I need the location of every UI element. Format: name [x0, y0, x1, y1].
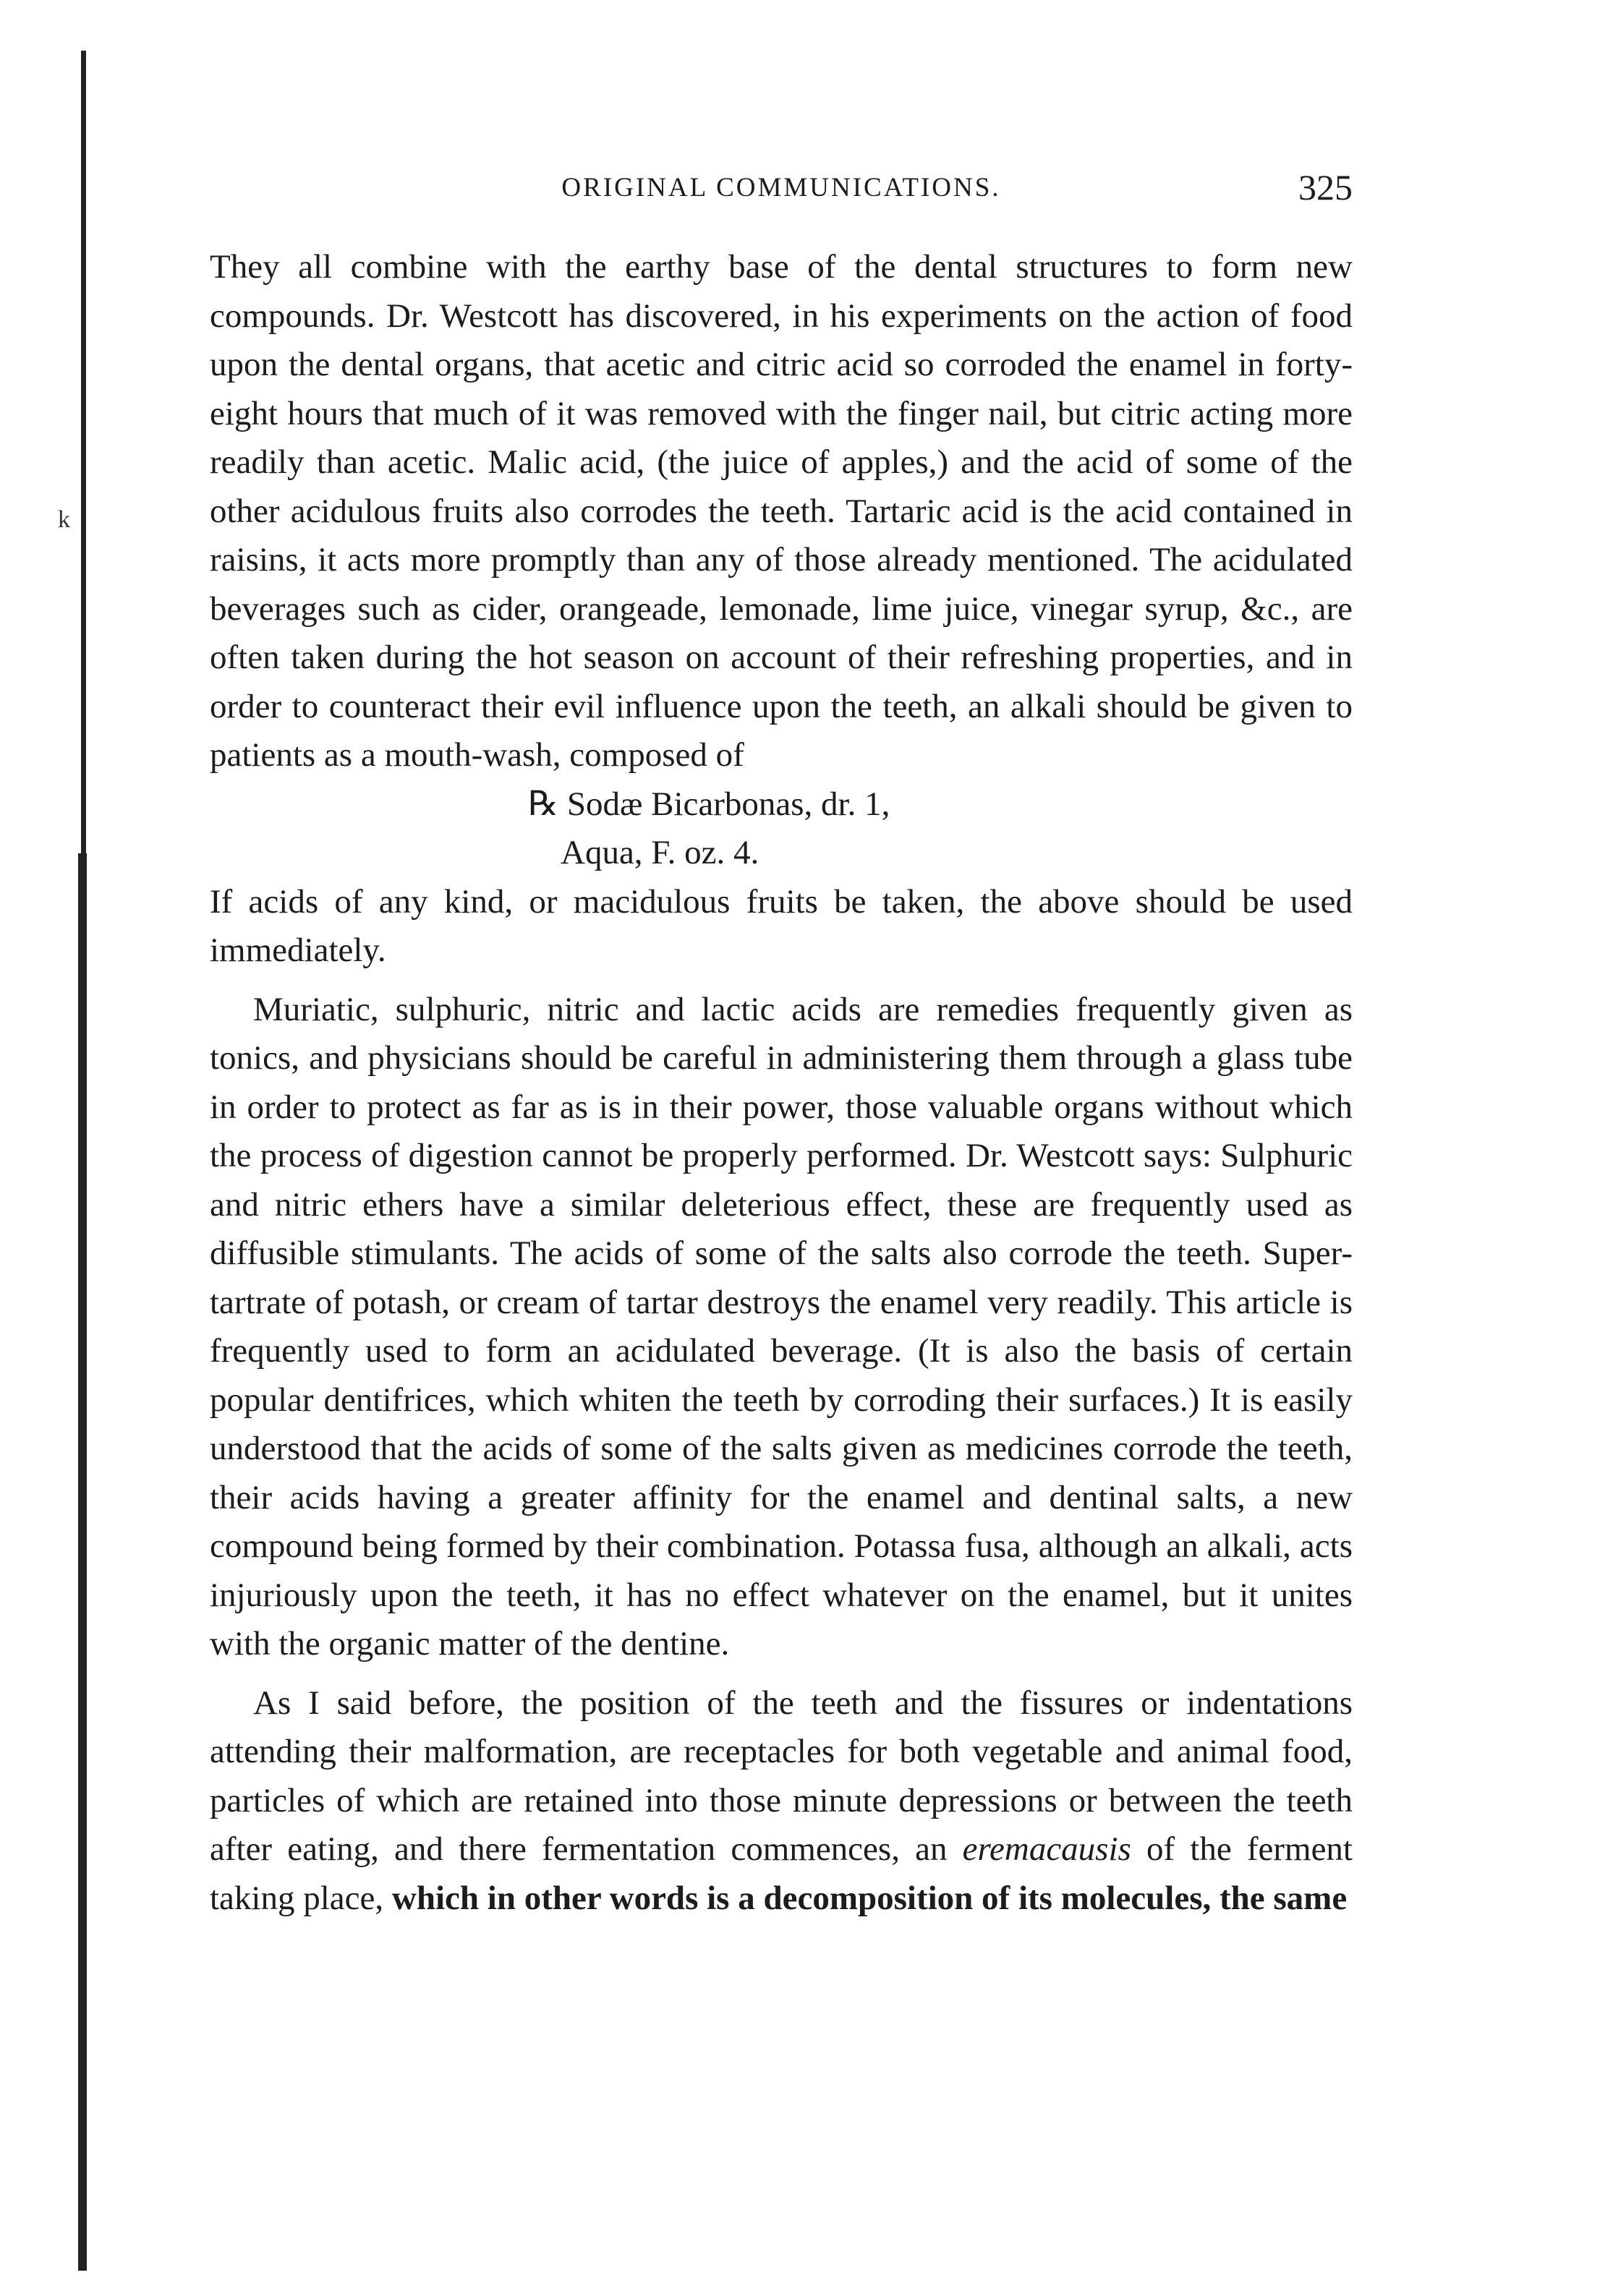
paragraph-3: Muriatic, sulphuric, nitric and lactic acids are remedies frequently given as tonics, and physicians should be careful in administering them through a glass tube in order to protect as far as is in their power, those valuable organs without which the process of digestion cannot be properly performed. Dr. Westcott says: Sulphuric and nitric ethers have a similar deleterious effect, these are frequently used as diffusible stimulants. The acids of some of the salts also corrode the teeth. Super-tartrate of potash, or cream of tartar destroys the enamel very readily. This article is frequently used to form an acidulated beverage. (It is also the basis of certain popular dentifrices, which whiten the teeth by corroding their surfaces.) It is easily understood that the acids of some of the salts given as medicines corrode the teeth, their acids having a greater affinity for the enamel and dentinal salts, a new compound being formed by their combination. Potassa fusa, although an alkali, acts injuriously upon the teeth, it has no effect whatever on the enamel, but it unites with the organic matter of the dentine.	[210, 990, 1353, 1663]
paragraph-2: If acids of any kind, or macidulous fruits be taken, the above should be used immediately.	[210, 882, 1353, 969]
paragraph-1: They all combine with the earthy base of the dental structures to form new compounds. Dr. Westcott has discovered, in his experiments on the action of food upon the dental organs, that acetic and citric acid so corroded the enamel in forty-eight hours that much of it was removed with the finger nail, but citric acting more readily than acetic. Malic acid, (the juice of apples,) and the acid of some of the other acidulous fruits also corrodes the teeth. Tartaric acid is the acid contained in raisins, it acts more promptly than any of those already mentioned. The acidulated beverages such as cider, orangeade, lemonade, lime juice, vinegar syrup, &c., are often taken during the hot season on account of their refreshing properties, and in order to counteract their evil influence upon the teeth, an alkali should be given to patients as a mouth-wash, composed of	[210, 248, 1353, 774]
page-header	[210, 166, 1353, 210]
paragraph-4-last-line: which in other words is a decomposition of its molecules, the same	[391, 1879, 1348, 1917]
formula-line-1: ℞ Sodæ Bicarbonas, dr. 1,	[528, 785, 890, 823]
paragraph-4-italic: eremacausis	[962, 1830, 1131, 1868]
paragraph-4-text: As I said before, the position of the teeth and the fissures or indentations attending their malformation, are receptacles for both vegetable and animal food, particles of which are retained into those minute depressions or between the teeth after eating, and there fermentation commences, an	[210, 1683, 1353, 1868]
paragraph-4	[210, 1679, 1353, 1924]
body-text	[210, 243, 1353, 1923]
binding-edge-line-thick	[78, 853, 87, 2271]
running-head: ORIGINAL COMMUNICATIONS.	[561, 173, 1001, 202]
page-number: 325	[1298, 167, 1353, 208]
paragraph-4-mid: of the ferment taking place,	[210, 1830, 1353, 1917]
margin-mark: k	[58, 506, 70, 533]
formula-line-2: Aqua, F. oz. 4.	[561, 834, 759, 871]
prescription-formula	[210, 780, 1353, 878]
